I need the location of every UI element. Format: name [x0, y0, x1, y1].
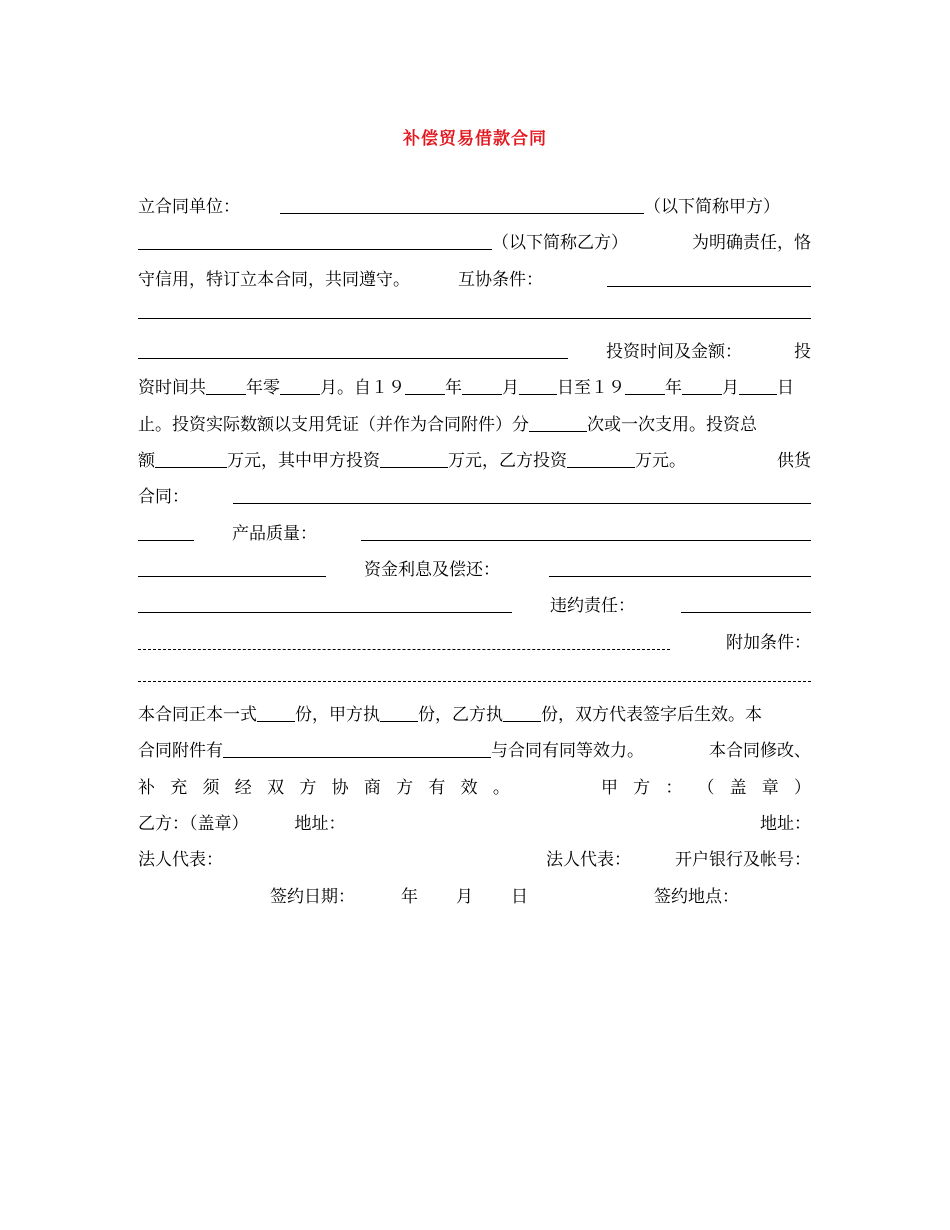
line-16 — [138, 733, 811, 769]
party-a-seal-label: 甲 方 ： （ 盖 章 ） — [601, 777, 811, 798]
end-year-field[interactable] — [625, 376, 665, 395]
line-3 — [138, 262, 811, 298]
attachment-text: 合同附件有 — [138, 741, 223, 762]
party-b-field[interactable] — [138, 231, 492, 250]
investment-text: 投 — [794, 342, 811, 363]
term-text: 日至１９ — [557, 378, 625, 399]
supply-label-cont: 合同： — [138, 487, 189, 508]
start-year-field[interactable] — [405, 376, 445, 395]
party-b-representative-label: 法人代表： — [138, 850, 223, 871]
line-13 — [138, 625, 811, 661]
supply-contract-field-end[interactable] — [138, 522, 194, 541]
disbursement-count-field[interactable] — [529, 413, 587, 432]
party-a-note: （以下简称甲方） — [644, 197, 780, 217]
liability-field[interactable] — [681, 594, 811, 613]
amount-text: 万元。 — [635, 451, 686, 472]
signing-day-label: 日 — [511, 886, 528, 907]
term-months-field[interactable] — [280, 376, 320, 395]
term-text: 月。自１９ — [320, 378, 405, 399]
copies-text: 份，乙方执 — [418, 705, 503, 726]
line-2 — [138, 225, 811, 261]
intro-text: 为明确责任，恪 — [692, 233, 811, 254]
contract-body — [138, 189, 811, 915]
liability-field-end[interactable] — [138, 631, 670, 650]
signing-year-label: 年 — [401, 886, 418, 907]
cooperation-field-end[interactable] — [138, 340, 568, 359]
supply-contract-field[interactable] — [233, 485, 811, 504]
disbursement-text: 次或一次支用。投资总 — [587, 414, 757, 435]
attachment-field[interactable] — [223, 739, 491, 758]
party-a-address-label: 地址： — [760, 814, 811, 835]
interest-field-end[interactable] — [138, 594, 512, 613]
end-day-field[interactable] — [739, 376, 777, 395]
quality-field[interactable] — [361, 522, 811, 541]
line-6 — [138, 370, 811, 406]
term-text: 月 — [722, 378, 739, 399]
bank-account-label: 开户银行及帐号： — [675, 850, 811, 871]
term-text: 年 — [665, 378, 682, 399]
term-text: 日 — [777, 378, 794, 399]
total-amount-field[interactable] — [155, 449, 227, 468]
copies-text: 份，甲方执 — [295, 705, 380, 726]
quality-field-end[interactable] — [138, 558, 326, 577]
line-20 — [138, 879, 811, 915]
line-11 — [138, 552, 811, 588]
term-text: 年 — [445, 378, 462, 399]
term-text: 月 — [502, 378, 519, 399]
term-text: 资时间共 — [138, 378, 206, 399]
line-12 — [138, 588, 811, 624]
line-7 — [138, 407, 811, 443]
party-a-field[interactable] — [280, 195, 644, 214]
party-b-address-label: 地址： — [294, 814, 346, 835]
line-10 — [138, 516, 811, 552]
interest-label: 资金利息及偿还： — [364, 559, 500, 580]
amount-text: 万元，其中甲方投资 — [227, 451, 380, 472]
amount-text: 额 — [138, 451, 155, 472]
amendment-text-cont: 补 充 须 经 双 方 协 商 方 有 效 。 — [138, 777, 510, 798]
party-b-note: （以下简称乙方） — [492, 233, 628, 254]
line-1 — [138, 189, 811, 225]
interest-field[interactable] — [549, 558, 811, 577]
disbursement-text: 止。投资实际数额以支用凭证（并作为合同附件）分 — [138, 414, 529, 435]
copies-text: 本合同正本一式 — [138, 705, 257, 726]
investment-label: 投资时间及金额： — [606, 342, 742, 363]
amendment-text: 本合同修改、 — [709, 741, 811, 762]
liability-label: 违约责任： — [550, 596, 635, 617]
copies-b-field[interactable] — [503, 703, 541, 722]
line-14 — [138, 661, 811, 697]
end-month-field[interactable] — [682, 376, 722, 395]
quality-label: 产品质量： — [232, 523, 317, 544]
term-text: 年零 — [246, 378, 280, 399]
party-b-seal-label: 乙方：（盖章） — [138, 814, 249, 835]
cooperation-label: 互协条件： — [458, 269, 543, 290]
line-9 — [138, 479, 811, 515]
signing-place-label: 签约地点： — [654, 886, 739, 907]
intro-text-cont: 守信用，特订立本合同，共同遵守。 — [138, 269, 410, 290]
start-month-field[interactable] — [462, 376, 502, 395]
cooperation-field[interactable] — [607, 268, 811, 287]
line-15 — [138, 697, 811, 733]
amount-text: 万元，乙方投资 — [448, 451, 567, 472]
line-4 — [138, 298, 811, 334]
party-label: 立合同单位： — [138, 197, 240, 217]
signing-month-label: 月 — [456, 886, 473, 907]
signing-date-label: 签约日期： — [270, 886, 355, 907]
party-a-representative-label: 法人代表： — [546, 850, 631, 871]
line-17 — [138, 770, 811, 806]
document-title: 补偿贸易借款合同 — [403, 129, 547, 149]
line-18 — [138, 806, 811, 842]
supply-label: 供货 — [777, 451, 811, 472]
start-day-field[interactable] — [519, 376, 557, 395]
party-a-amount-field[interactable] — [380, 449, 448, 468]
additional-terms-field[interactable] — [138, 663, 811, 682]
party-b-amount-field[interactable] — [567, 449, 635, 468]
copies-a-field[interactable] — [380, 703, 418, 722]
line-8 — [138, 443, 811, 479]
copies-text: 份，双方代表签字后生效。本 — [541, 705, 762, 726]
line-19 — [138, 842, 811, 878]
line-5 — [138, 334, 811, 370]
attachment-text: 与合同有同等效力。 — [491, 741, 644, 762]
cooperation-field-cont[interactable] — [138, 300, 811, 319]
additional-terms-label: 附加条件： — [726, 632, 811, 653]
term-years-field[interactable] — [206, 376, 246, 395]
copies-total-field[interactable] — [257, 703, 295, 722]
